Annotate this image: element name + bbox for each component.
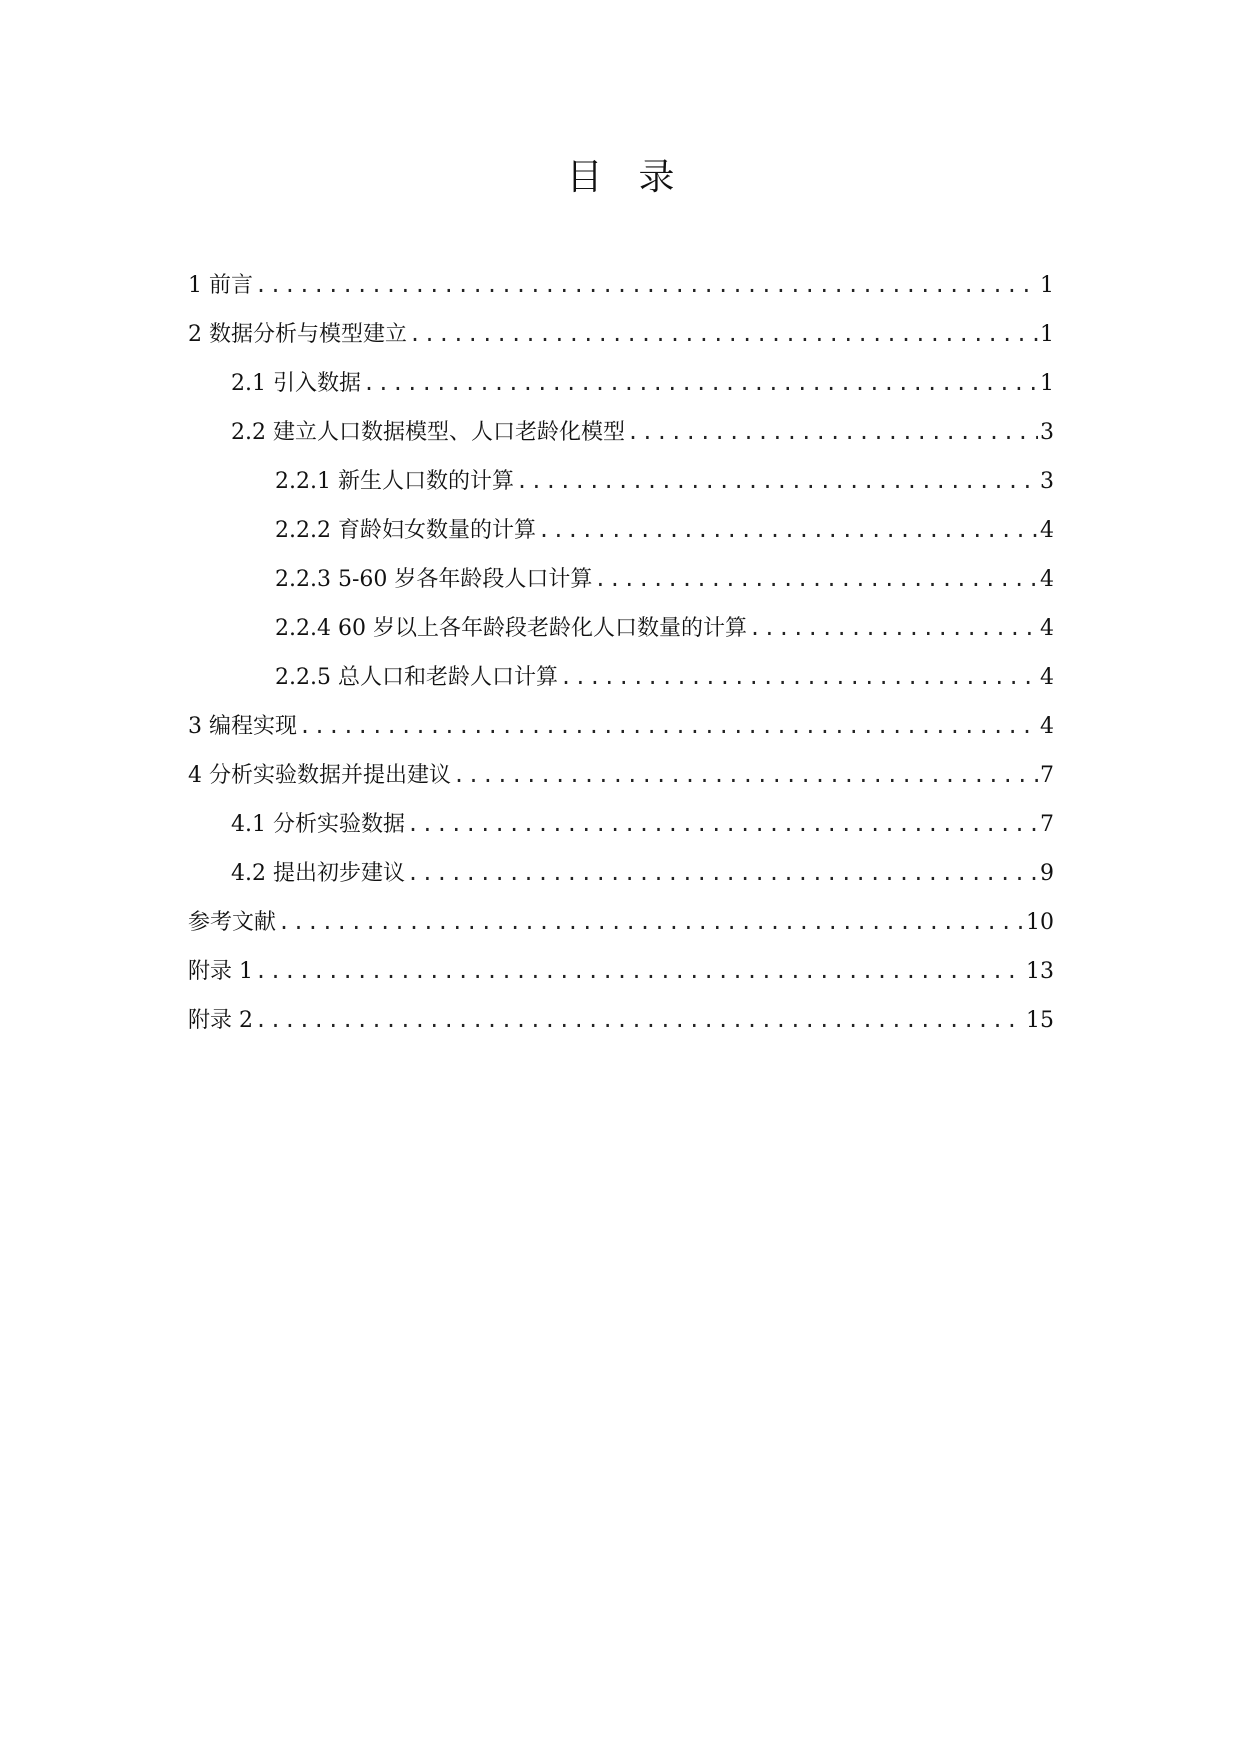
toc-entry[interactable] [188, 664, 1054, 713]
toc-leader-dots [453, 762, 1038, 788]
toc-entry[interactable] [188, 272, 1054, 321]
toc-entry[interactable] [188, 713, 1054, 762]
toc-entry[interactable] [188, 909, 1054, 958]
toc-entry-label: 附录 2 [188, 1008, 253, 1033]
toc-entry[interactable] [188, 517, 1054, 566]
toc-entry-page-number: 7 [1040, 763, 1054, 788]
toc-leader-dots [407, 860, 1038, 886]
toc-entry[interactable] [188, 419, 1054, 468]
toc-entry-label: 2.1 引入数据 [231, 371, 361, 396]
toc-entry-label: 2 数据分析与模型建立 [188, 322, 407, 347]
toc-entry-page-number: 7 [1040, 812, 1054, 837]
toc-entry-page-number: 13 [1026, 959, 1054, 984]
toc-entry-page-number: 4 [1040, 567, 1054, 592]
toc-entry-label: 附录 1 [188, 959, 253, 984]
toc-leader-dots [409, 321, 1038, 347]
toc-entry-label: 4.2 提出初步建议 [231, 861, 405, 886]
toc-entry-page-number: 4 [1040, 518, 1054, 543]
toc-entry-page-number: 15 [1026, 1008, 1054, 1033]
toc-entry-label: 2.2.2 育龄妇女数量的计算 [275, 518, 536, 543]
toc-entry[interactable] [188, 321, 1054, 370]
toc-entry-label: 4 分析实验数据并提出建议 [188, 763, 451, 788]
toc-leader-dots [255, 1007, 1024, 1033]
toc-entry[interactable] [188, 615, 1054, 664]
toc-entry[interactable] [188, 468, 1054, 517]
toc-leader-dots [560, 664, 1038, 690]
toc-entry[interactable] [188, 958, 1054, 1007]
toc-leader-dots [299, 713, 1038, 739]
toc-entry[interactable] [188, 370, 1054, 419]
toc-entry-label: 1 前言 [188, 273, 253, 298]
toc-entry-page-number: 10 [1026, 910, 1054, 935]
toc-entry-page-number: 3 [1040, 469, 1054, 494]
toc-entry-label: 3 编程实现 [188, 714, 297, 739]
toc-entry[interactable] [188, 566, 1054, 615]
toc-entry[interactable] [188, 1007, 1054, 1056]
toc-leader-dots [278, 909, 1024, 935]
toc-entry-label: 2.2.5 总人口和老龄人口计算 [275, 665, 558, 690]
toc-leader-dots [255, 958, 1024, 984]
toc-entry-label: 2.2.1 新生人口数的计算 [275, 469, 514, 494]
toc-entry-page-number: 4 [1040, 714, 1054, 739]
toc-leader-dots [255, 272, 1038, 298]
toc-entry-label: 2.2.3 5-60 岁各年龄段人口计算 [275, 567, 593, 592]
toc-leader-dots [516, 468, 1038, 494]
toc-entry-label: 2.2 建立人口数据模型、人口老龄化模型 [231, 420, 625, 445]
toc-entry-page-number: 1 [1040, 273, 1054, 298]
toc-entry-label: 参考文献 [188, 910, 277, 935]
toc-entry-page-number: 3 [1040, 420, 1054, 445]
toc-entry-page-number: 1 [1040, 322, 1054, 347]
toc-entry-label: 4.1 分析实验数据 [231, 812, 405, 837]
toc-entry-page-number: 1 [1040, 371, 1054, 396]
toc-entry[interactable] [188, 860, 1054, 909]
toc-entry-page-number: 9 [1040, 861, 1054, 886]
toc-list [188, 272, 1054, 1056]
toc-entry-label: 2.2.4 60 岁以上各年龄段老龄化人口数量的计算 [275, 616, 747, 641]
toc-leader-dots [363, 370, 1038, 396]
toc-entry[interactable] [188, 762, 1054, 811]
toc-leader-dots [594, 566, 1038, 592]
toc-leader-dots [749, 615, 1038, 641]
toc-title: 目 录 [566, 157, 675, 198]
toc-leader-dots [407, 811, 1038, 837]
toc-entry-page-number: 4 [1040, 616, 1054, 641]
toc-leader-dots [538, 517, 1038, 543]
toc-entry[interactable] [188, 811, 1054, 860]
toc-entry-page-number: 4 [1040, 665, 1054, 690]
toc-leader-dots [627, 419, 1038, 445]
